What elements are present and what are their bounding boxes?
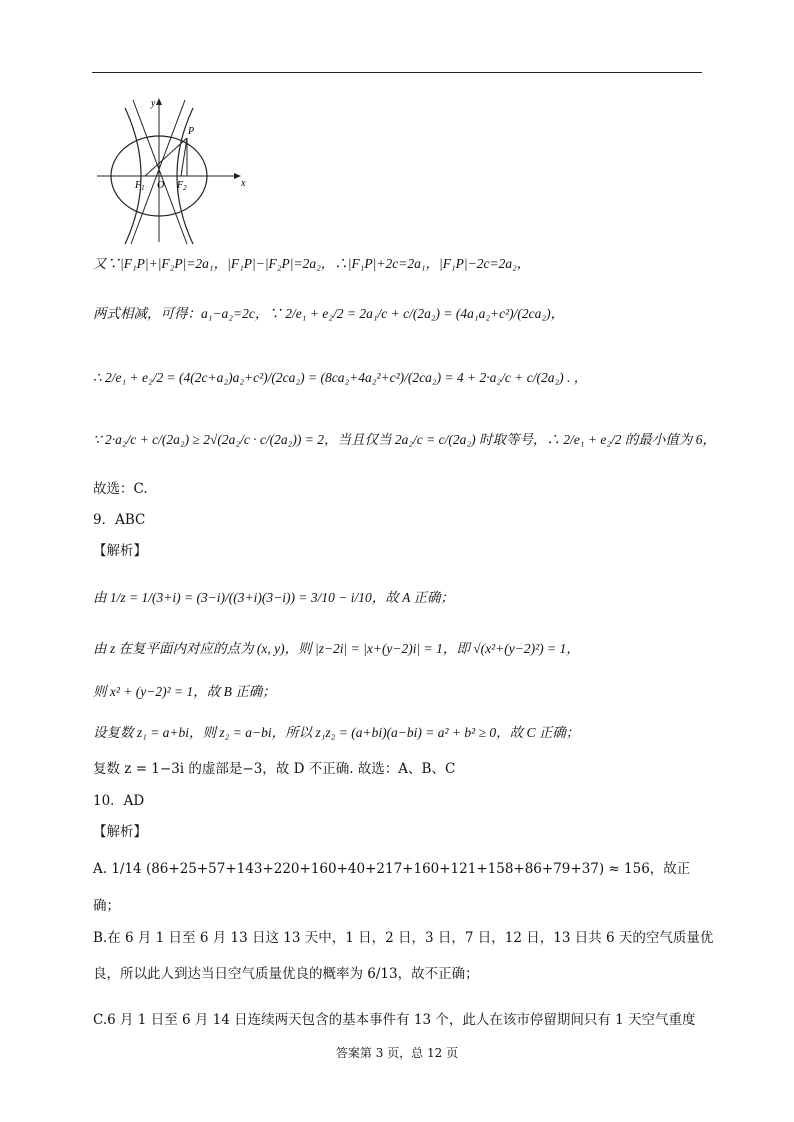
axis-x-label: x: [241, 178, 246, 189]
line-q9-analysis-heading: 【解析】: [93, 543, 147, 559]
line-q9-c: 设复数 z₁ = a+bi，则 z₂ = a−bi，所以 z₁z₂ = (a+bi)(a−bi) = a² + b² ≥ 0，故 C 正确；: [93, 725, 580, 740]
line-q10-b1: B.在 6 月 1 日至 6 月 13 日这 13 天中，1 日，2 日，3 日，7 日，12 日，13 日共 6 天的空气质量优: [93, 930, 714, 946]
page-footer: 答案第 3 页，总 12 页: [335, 1046, 459, 1060]
line-q10-analysis-heading: 【解析】: [93, 824, 147, 840]
y-axis-arrow: [156, 98, 162, 105]
line-q10-c1: C.6 月 1 日至 6 月 14 日连续两天包含的基本事件有 13 个，此人在该市停留期间只有 1 天空气重度: [93, 1012, 696, 1028]
f2-label: F: [177, 180, 184, 191]
segment-f2-p: [181, 138, 187, 176]
line-inequality: ∵ 2·a₂/c + c/(2a₂) ≥ 2√(2a₂/c · c/(2a₂)) = 2，当且仅当 2a₂/c = c/(2a₂) 时取等号，∴ 2/e₁ + e₂/2 的最小值为 6，: [93, 432, 717, 447]
line-focal-relations: 又∵|F₁P|+|F₂P|=2a₁，|F₁P|−|F₂P|=2a₂，∴|F₁P|+2c=2a₁，|F₁P|−2c=2a₂，: [93, 256, 531, 271]
line-q10-a1: A. 1/14 (86+25+57+143+220+160+40+217+160+121+158+86+79+37) ≈ 156，故正: [93, 861, 691, 877]
line-q10-answer: 10．AD: [93, 793, 145, 809]
line-q10-b2: 良，所以此人到达当日空气质量优良的概率为 6/13，故不正确；: [93, 966, 479, 982]
f1-subscript: 1: [141, 184, 145, 192]
line-q9-d: 复数 z = 1−3i 的虚部是−3，故 D 不正确. 故选：A、B、C: [93, 761, 456, 777]
f2-subscript: 2: [183, 184, 187, 192]
line-q9-answer: 9．ABC: [93, 512, 146, 528]
origin-label: O: [157, 180, 165, 191]
svg-text:F2: [176, 180, 187, 192]
ellipse-hyperbola-figure: [95, 96, 255, 246]
line-answer-8: 故选：C.: [93, 481, 148, 497]
line-q9-b2: 则 x² + (y−2)² = 1，故 B 正确；: [93, 684, 276, 699]
f1-label: F: [135, 180, 142, 191]
point-p-label: P: [188, 126, 195, 137]
line-therefore: ∴ 2/e₁ + e₂/2 = (4(2c+a₂)a₂+c²)/(2ca₂) = (8ca₂+4a₂²+c²)/(2ca₂) = 4 + 2·a₂/c + c/(2a₂) . ，: [93, 370, 588, 385]
segment-f1-p: [145, 138, 187, 176]
line-q9-a: 由 1/z = 1/(3+i) = (3−i)/((3+i)(3−i)) = 3/10 − i/10，故 A 正确；: [93, 590, 454, 605]
line-subtract: 两式相减，可得：a₁−a₂=2c，∵ 2/e₁ + e₂/2 = 2a₁/c + c/(2a₂) = (4a₁a₂+c²)/(2ca₂)，: [93, 306, 565, 321]
line-q9-b1: 由 z 在复平面内对应的点为 (x, y)，则 |z−2i| = |x+(y−2)i| = 1，即 √(x²+(y−2)²) = 1，: [93, 641, 580, 656]
header-rule: [92, 72, 702, 73]
svg-text:F1: [134, 180, 145, 192]
axis-y-label: y: [151, 98, 156, 109]
x-axis-arrow: [234, 173, 241, 179]
line-q10-a2: 确；: [93, 898, 120, 914]
